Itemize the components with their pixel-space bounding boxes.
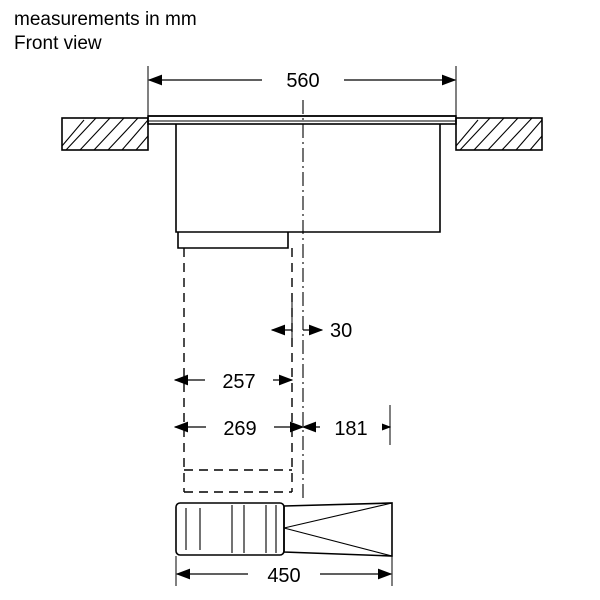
dimension-269 [175, 410, 303, 440]
hob-plate [148, 116, 456, 124]
motor-unit [176, 503, 392, 556]
dimension-181-label: 181 [334, 418, 368, 440]
dimension-181 [303, 405, 390, 445]
dimension-450-label: 450 [267, 565, 301, 587]
worktop-right [456, 118, 542, 150]
worktop-left [62, 118, 148, 150]
dimension-257-label: 257 [222, 371, 256, 393]
appliance-body [176, 124, 440, 232]
dimension-257 [175, 363, 292, 393]
dimension-269-label: 269 [223, 418, 257, 440]
dimension-30-label: 30 [330, 320, 353, 342]
dimension-560-label: 560 [286, 70, 320, 92]
dimension-560 [148, 62, 456, 122]
dimension-450 [176, 556, 392, 588]
caption-line-units: measurements in mm [14, 9, 197, 30]
duct-collar [178, 232, 288, 248]
caption-line-view: Front view [14, 33, 102, 54]
dimension-30 [272, 300, 352, 345]
